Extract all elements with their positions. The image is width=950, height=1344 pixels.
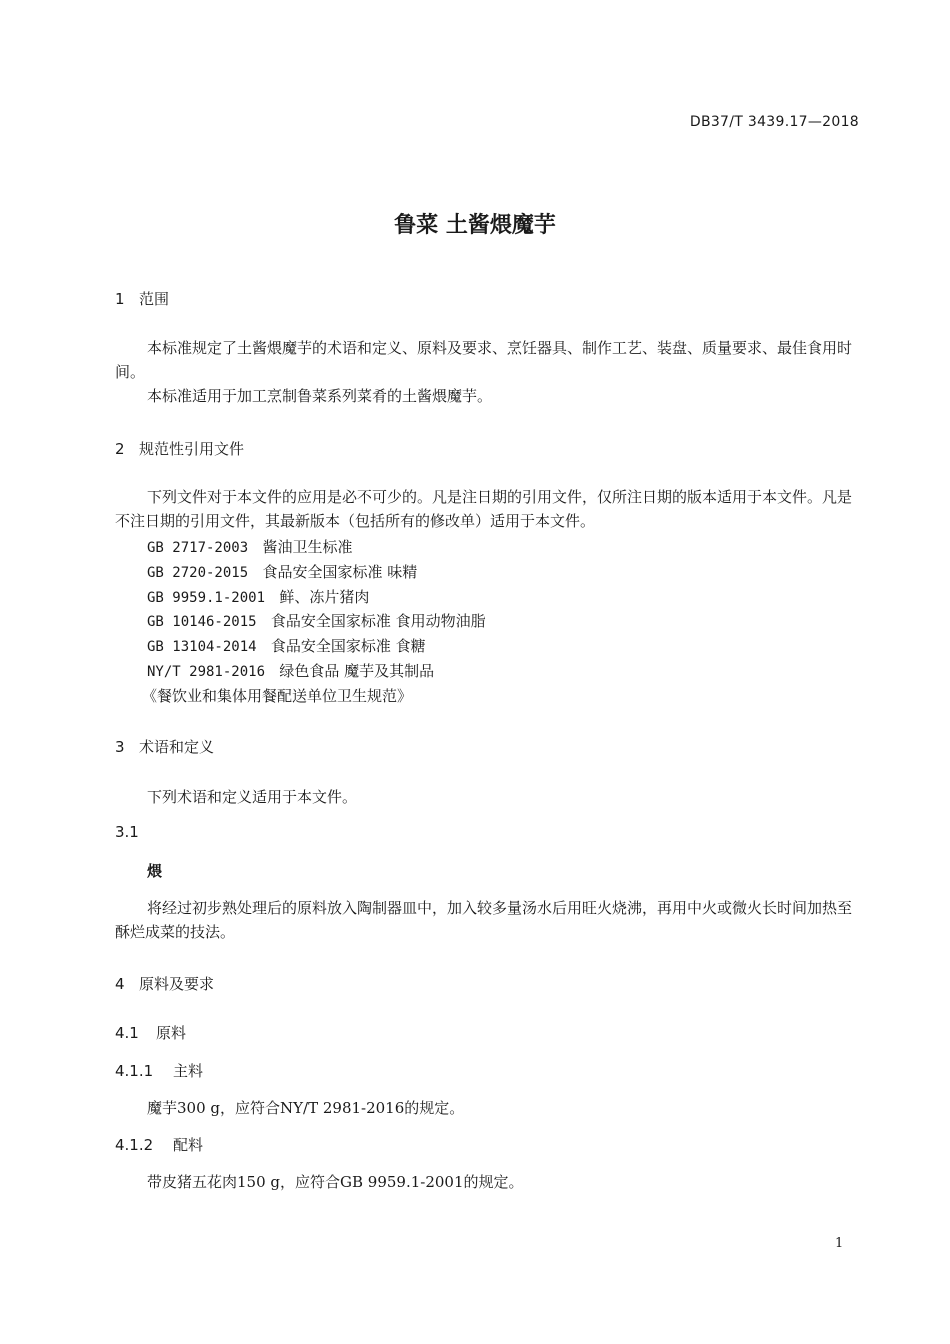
section-heading-4	[115, 973, 214, 994]
paragraph: 本标准适用于加工烹制鲁菜系列菜肴的土酱煨魔芋。	[147, 387, 493, 405]
reference-code: GB 2720-2015	[147, 565, 249, 581]
paragraph: 带皮猪五花肉150 g，应符合GB 9959.1-2001的规定。	[147, 1173, 524, 1191]
subsection-number: 4.1	[115, 1024, 139, 1042]
paragraph: 将经过初步熟处理后的原料放入陶制器皿中，加入较多量汤水后用旺火烧沸，再用中火或微火长时间加热至酥烂成菜的技法。	[115, 899, 853, 941]
reference-name: 酱油卫生标准	[262, 538, 353, 556]
document-title: 鲁菜 土酱煨魔芋	[394, 213, 556, 238]
section-heading-3	[115, 736, 214, 757]
section-title: 范围	[139, 290, 170, 308]
section-1-body	[115, 336, 860, 408]
subsection-number: 4.1.1	[115, 1062, 154, 1080]
term-definition	[115, 896, 860, 944]
reference-code: GB 13104-2014	[147, 639, 257, 655]
reference-code: GB 9959.1-2001	[147, 590, 266, 606]
term: 煨	[147, 862, 163, 880]
section-heading-1	[115, 288, 169, 309]
reference-item	[147, 660, 434, 681]
subsection-heading-4-1-2	[115, 1134, 203, 1155]
reference-item	[147, 635, 426, 656]
reference-code: GB 10146-2015	[147, 614, 257, 630]
section-number: 1	[115, 290, 125, 308]
section-title: 术语和定义	[139, 738, 215, 756]
subsection-title: 原料	[156, 1024, 187, 1042]
reference-item	[147, 561, 417, 582]
reference-code: NY/T 2981-2016	[147, 664, 266, 680]
subsection-title: 主料	[173, 1062, 204, 1080]
reference-name: 《餐饮业和集体用餐配送单位卫生规范》	[142, 687, 413, 705]
reference-item	[147, 610, 486, 631]
reference-name: 食品安全国家标准 食用动物油脂	[270, 612, 486, 630]
section-3-body	[115, 785, 860, 809]
section-number: 2	[115, 440, 125, 458]
subsection-number-3-1	[115, 823, 139, 841]
document-number: DB37/T 3439.17—2018	[689, 114, 859, 130]
paragraph: 本标准规定了土酱煨魔芋的术语和定义、原料及要求、烹饪器具、制作工艺、装盘、质量要求、最佳食用时间。	[115, 339, 853, 381]
reference-name: 食品安全国家标准 味精	[262, 563, 418, 581]
subsection-number: 3.1	[115, 823, 139, 841]
paragraph: 下列术语和定义适用于本文件。	[147, 788, 358, 806]
reference-code: GB 2717-2003	[147, 540, 249, 556]
paragraph: 下列文件对于本文件的应用是必不可少的。凡是注日期的引用文件，仅所注日期的版本适用于本文件。凡是不注日期的引用文件，其最新版本（包括所有的修改单）适用于本文件。	[115, 488, 853, 530]
reference-name: 食品安全国家标准 食糖	[270, 637, 426, 655]
section-2-body	[115, 485, 860, 533]
subsection-number: 4.1.2	[115, 1136, 154, 1154]
paragraph: 魔芋300 g，应符合NY/T 2981-2016的规定。	[147, 1099, 465, 1117]
subsection-heading-4-1	[115, 1022, 186, 1043]
section-title: 原料及要求	[139, 975, 215, 993]
section-heading-2	[115, 438, 244, 459]
subsection-heading-4-1-1	[115, 1060, 203, 1081]
section-number: 4	[115, 975, 125, 993]
page-number: 1	[835, 1236, 844, 1251]
reference-name: 绿色食品 魔芋及其制品	[279, 662, 435, 680]
subsection-4-1-2-body	[115, 1170, 860, 1194]
reference-item	[147, 586, 369, 607]
subsection-title: 配料	[173, 1136, 204, 1154]
term-heading	[147, 860, 162, 881]
section-title: 规范性引用文件	[139, 440, 245, 458]
subsection-4-1-1-body	[115, 1096, 860, 1120]
reference-name: 鲜、冻片猪肉	[279, 588, 370, 606]
section-number: 3	[115, 738, 125, 756]
reference-item	[142, 685, 412, 706]
reference-item	[147, 536, 352, 557]
